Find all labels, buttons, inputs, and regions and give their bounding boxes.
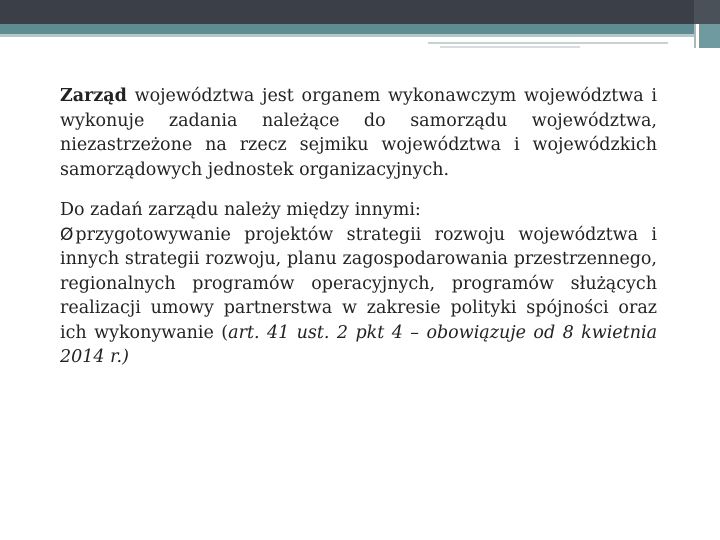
paragraph-tasks: [60, 198, 657, 370]
tasks-intro: Do zadań zarządu należy między innymi:: [60, 200, 421, 220]
paragraph-text: województwa jest organem wykonawczym województwa i wykonuje zadania należące do samorządu województwa, niezastrzeżone na rzecz sejmiku województwa i wojewódzkich samorządowych jednostek organizacyjnych.: [60, 86, 657, 180]
decorative-rule-short: [440, 46, 580, 48]
header-band-light: [0, 34, 720, 37]
bold-lead-term: Zarząd: [60, 86, 127, 106]
slide-body: [60, 84, 657, 370]
bullet-text: przygotowywanie projektów strategii rozwoju województwa i innych strategii rozwoju, planu zagospodarowania przestrzennego, regionalnych programów operacyjnych, programów służących realizacji umowy partnerstwa w zakresie polityki spójności oraz ich wykonywanie (: [60, 224, 657, 343]
corner-accent-top: [694, 0, 720, 24]
header-band-dark: [0, 0, 720, 24]
arrow-bullet-icon: Ø: [60, 224, 74, 245]
bullet-citation: art. 41 ust. 2 pkt 4 – obowiązuje od 8 kwietnia 2014 r.): [60, 322, 658, 367]
header-band-accent: [0, 24, 720, 34]
decorative-rule: [428, 42, 668, 44]
paragraph-board-definition: [60, 84, 657, 182]
